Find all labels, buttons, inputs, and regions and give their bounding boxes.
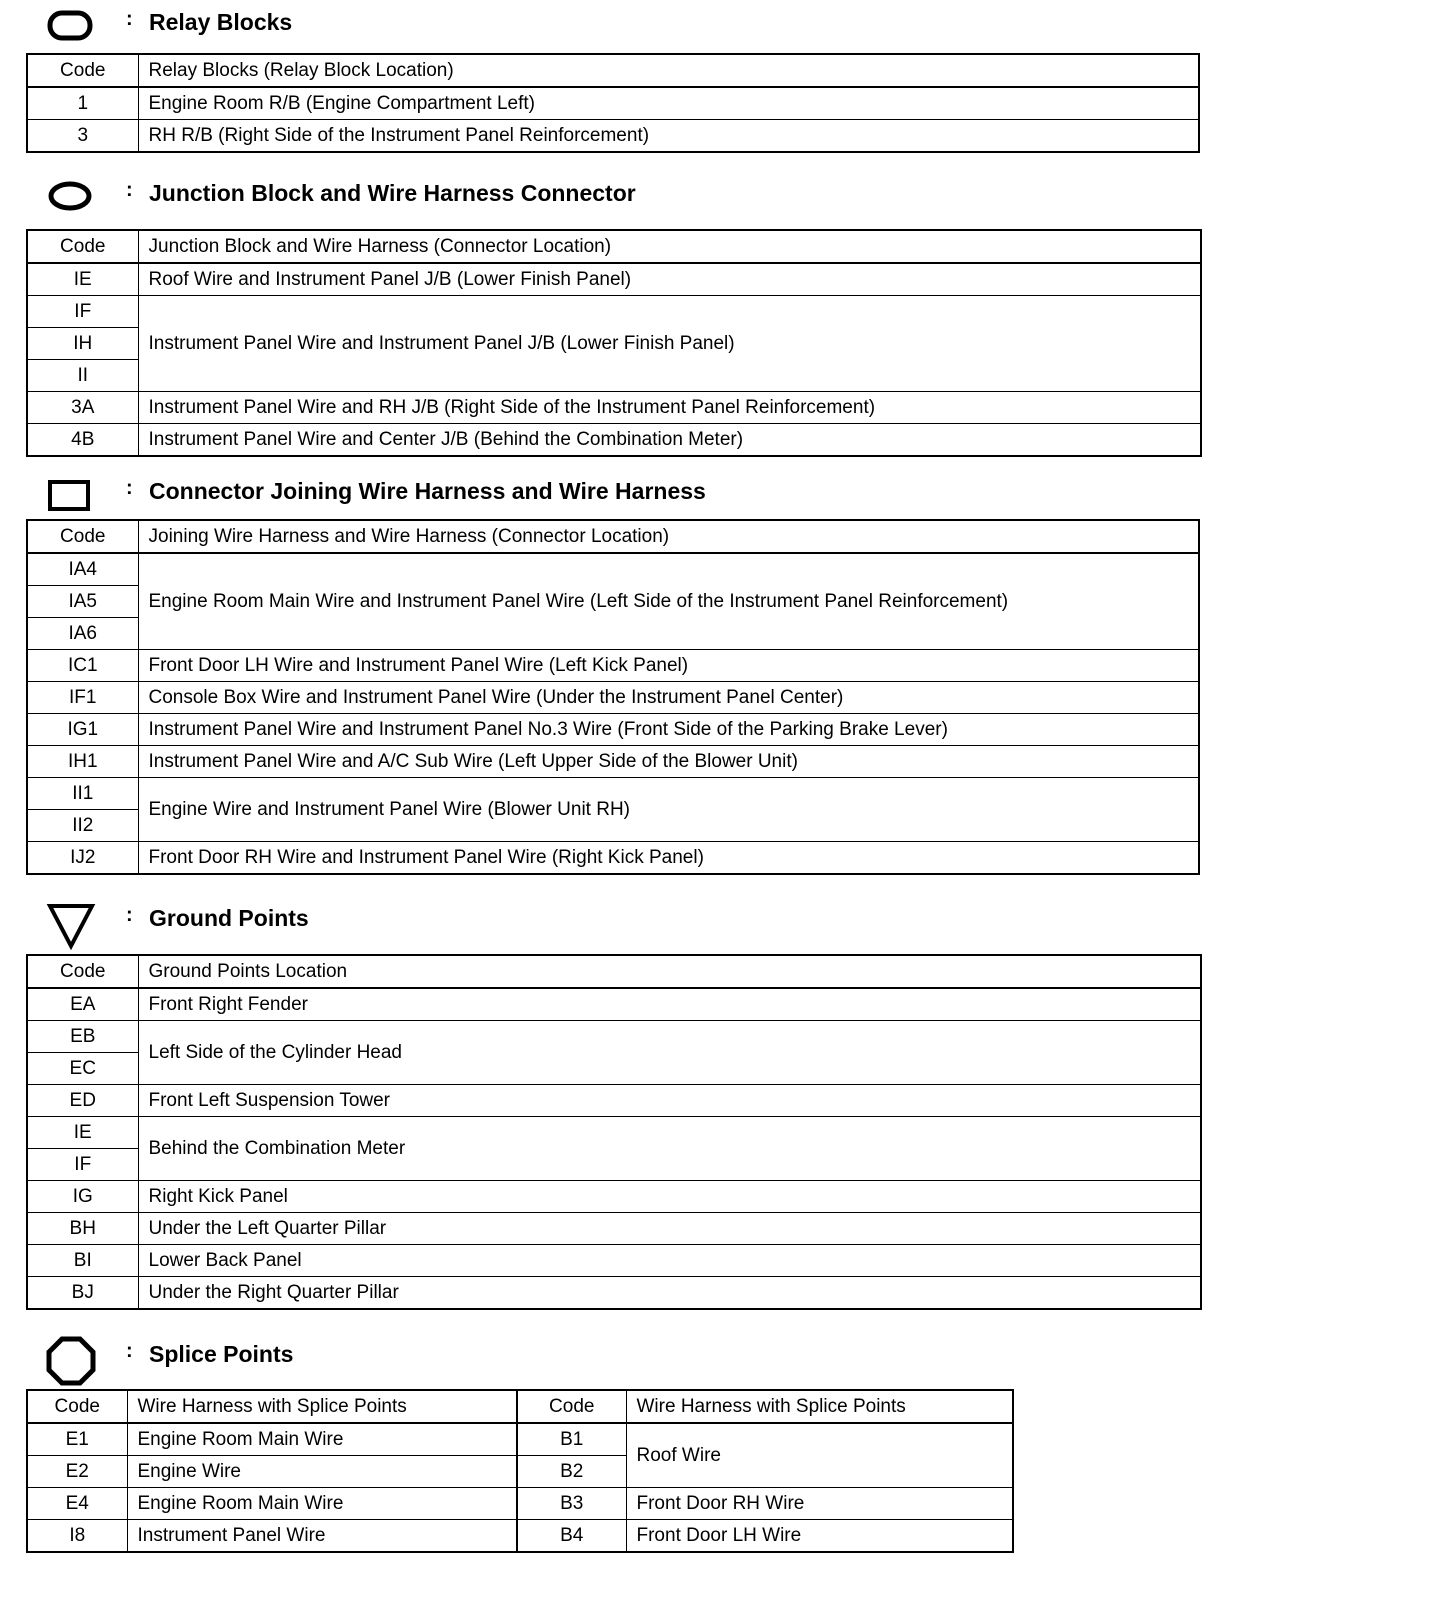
row-desc: Console Box Wire and Instrument Panel Wire (Under the Instrument Panel Center): [138, 682, 1199, 714]
row-desc: Roof Wire and Instrument Panel J/B (Lower Finish Panel): [138, 263, 1201, 296]
row-code: ED: [27, 1085, 138, 1117]
connector-joining-table: [26, 519, 1200, 875]
row-desc: Engine Room Main Wire: [127, 1488, 517, 1520]
table-header-row: [27, 230, 1201, 263]
row-code: II1: [27, 778, 138, 810]
row-desc-2: Front Door LH Wire: [626, 1520, 1013, 1553]
table-row: [27, 1085, 1201, 1117]
triangle-down-icon: [46, 898, 96, 942]
header-desc: Junction Block and Wire Harness (Connector Location): [138, 230, 1201, 263]
square-icon: [46, 471, 96, 515]
row-code: E2: [27, 1456, 127, 1488]
row-desc: Instrument Panel Wire: [127, 1520, 517, 1553]
table-row: [27, 778, 1199, 810]
table-row: [27, 746, 1199, 778]
heading-colon: :: [126, 904, 133, 926]
row-desc: Engine Wire: [127, 1456, 517, 1488]
section-title: Splice Points: [149, 1341, 294, 1367]
row-code: IE: [27, 1117, 138, 1149]
splice-points-table: [26, 1389, 1014, 1553]
section-title: Relay Blocks: [149, 9, 293, 35]
row-code: IA5: [27, 586, 138, 618]
table-row: [27, 263, 1201, 296]
row-code: II: [27, 360, 138, 392]
header-desc: Wire Harness with Splice Points: [127, 1390, 517, 1423]
row-code: 3: [27, 120, 138, 153]
row-desc: Engine Room R/B (Engine Compartment Left): [138, 87, 1199, 120]
row-code-2: B2: [517, 1456, 626, 1488]
oval-icon: [46, 173, 96, 217]
heading-colon: :: [126, 179, 133, 201]
header-code-2: Code: [517, 1390, 626, 1423]
header-code: Code: [27, 1390, 127, 1423]
row-code: 3A: [27, 392, 138, 424]
ground-points-table: [26, 954, 1202, 1310]
heading-colon: :: [126, 8, 133, 30]
table-row: [27, 1423, 1013, 1456]
row-desc-2: Front Door RH Wire: [626, 1488, 1013, 1520]
row-desc: Behind the Combination Meter: [138, 1117, 1201, 1181]
row-desc: Engine Wire and Instrument Panel Wire (Blower Unit RH): [138, 778, 1199, 842]
row-code: IG1: [27, 714, 138, 746]
row-desc: Left Side of the Cylinder Head: [138, 1021, 1201, 1085]
section-title: Junction Block and Wire Harness Connector: [149, 180, 636, 206]
row-code: IH: [27, 328, 138, 360]
table-row: [27, 714, 1199, 746]
table-row: [27, 392, 1201, 424]
row-code: IC1: [27, 650, 138, 682]
table-row: [27, 1488, 1013, 1520]
row-code: E1: [27, 1423, 127, 1456]
row-desc: Instrument Panel Wire and Instrument Panel J/B (Lower Finish Panel): [138, 296, 1201, 392]
row-desc: Front Door RH Wire and Instrument Panel Wire (Right Kick Panel): [138, 842, 1199, 875]
row-desc: Engine Room Main Wire: [127, 1423, 517, 1456]
table-header-row: [27, 54, 1199, 87]
row-desc: Right Kick Panel: [138, 1181, 1201, 1213]
row-desc: Instrument Panel Wire and Center J/B (Behind the Combination Meter): [138, 424, 1201, 457]
heading-colon: :: [126, 1340, 133, 1362]
row-code: 4B: [27, 424, 138, 457]
row-code-2: B3: [517, 1488, 626, 1520]
row-desc: Engine Room Main Wire and Instrument Panel Wire (Left Side of the Instrument Panel Reinforcement): [138, 553, 1199, 650]
row-code: E4: [27, 1488, 127, 1520]
row-code: IH1: [27, 746, 138, 778]
row-desc: Front Right Fender: [138, 988, 1201, 1021]
row-desc: Under the Right Quarter Pillar: [138, 1277, 1201, 1310]
section-title: Connector Joining Wire Harness and Wire Harness: [149, 478, 706, 504]
row-code-2: B4: [517, 1520, 626, 1553]
header-code: Code: [27, 230, 138, 263]
row-code: IF1: [27, 682, 138, 714]
table-row: [27, 1277, 1201, 1310]
row-code: IE: [27, 263, 138, 296]
table-row: [27, 120, 1199, 153]
row-code: IF: [27, 296, 138, 328]
row-code: IA6: [27, 618, 138, 650]
row-code: EA: [27, 988, 138, 1021]
row-code: EB: [27, 1021, 138, 1053]
row-code: BJ: [27, 1277, 138, 1310]
row-desc: Instrument Panel Wire and RH J/B (Right Side of the Instrument Panel Reinforcement): [138, 392, 1201, 424]
table-row: [27, 553, 1199, 586]
relay-blocks-table: [26, 53, 1200, 153]
row-desc-2: Roof Wire: [626, 1423, 1013, 1488]
row-code: BH: [27, 1213, 138, 1245]
junction-block-table: [26, 229, 1202, 457]
row-desc: RH R/B (Right Side of the Instrument Panel Reinforcement): [138, 120, 1199, 153]
row-code: IF: [27, 1149, 138, 1181]
table-header-row: [27, 1390, 1013, 1423]
header-desc: Relay Blocks (Relay Block Location): [138, 54, 1199, 87]
table-row: [27, 682, 1199, 714]
row-code: IG: [27, 1181, 138, 1213]
table-row: [27, 296, 1201, 328]
table-header-row: [27, 520, 1199, 553]
table-row: [27, 1245, 1201, 1277]
table-row: [27, 842, 1199, 875]
header-desc: Joining Wire Harness and Wire Harness (Connector Location): [138, 520, 1199, 553]
table-header-row: [27, 955, 1201, 988]
section-title: Ground Points: [149, 905, 309, 931]
heading-colon: :: [126, 477, 133, 499]
table-row: [27, 1117, 1201, 1149]
table-row: [27, 87, 1199, 120]
row-code: BI: [27, 1245, 138, 1277]
header-desc-2: Wire Harness with Splice Points: [626, 1390, 1013, 1423]
row-desc: Instrument Panel Wire and Instrument Panel No.3 Wire (Front Side of the Parking Brake Lever): [138, 714, 1199, 746]
row-code: I8: [27, 1520, 127, 1553]
row-desc: Instrument Panel Wire and A/C Sub Wire (Left Upper Side of the Blower Unit): [138, 746, 1199, 778]
table-row: [27, 1021, 1201, 1053]
octagon-icon: [46, 1334, 96, 1378]
row-code: EC: [27, 1053, 138, 1085]
table-row: [27, 1520, 1013, 1553]
row-code: II2: [27, 810, 138, 842]
table-row: [27, 650, 1199, 682]
header-code: Code: [27, 955, 138, 988]
header-code: Code: [27, 520, 138, 553]
table-row: [27, 1213, 1201, 1245]
row-code: 1: [27, 87, 138, 120]
header-code: Code: [27, 54, 138, 87]
row-desc: Lower Back Panel: [138, 1245, 1201, 1277]
table-row: [27, 424, 1201, 457]
rounded-rectangle-icon: [46, 2, 96, 46]
table-row: [27, 988, 1201, 1021]
header-desc: Ground Points Location: [138, 955, 1201, 988]
row-code: IJ2: [27, 842, 138, 875]
row-code-2: B1: [517, 1423, 626, 1456]
row-code: IA4: [27, 553, 138, 586]
table-row: [27, 1181, 1201, 1213]
row-desc: Under the Left Quarter Pillar: [138, 1213, 1201, 1245]
row-desc: Front Left Suspension Tower: [138, 1085, 1201, 1117]
row-desc: Front Door LH Wire and Instrument Panel Wire (Left Kick Panel): [138, 650, 1199, 682]
